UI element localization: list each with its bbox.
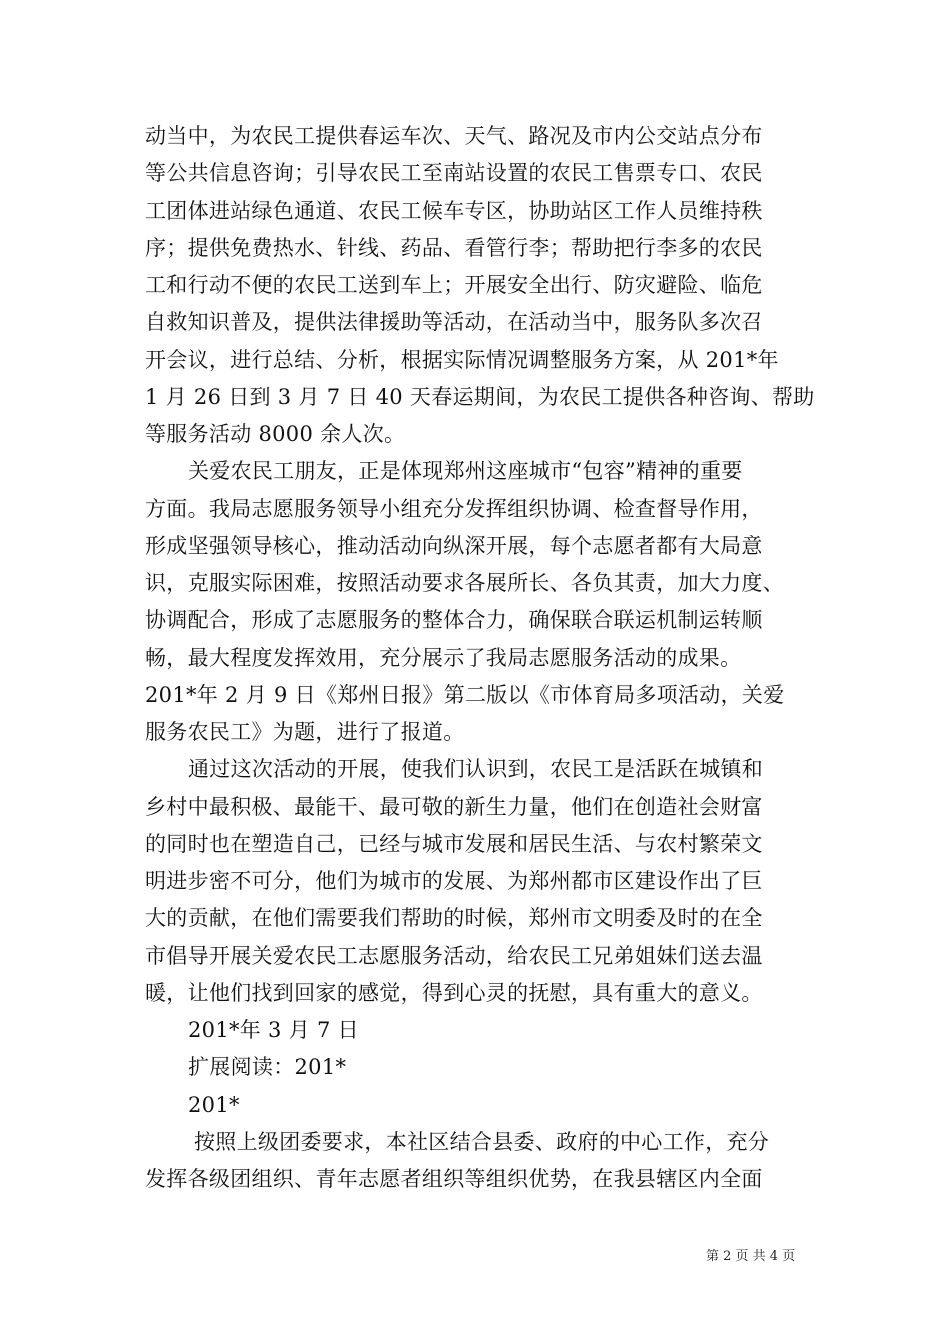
text-line: 明进步密不可分，他们为城市的发展、为郑州都市区建设作出了巨 xyxy=(145,869,763,893)
text-line: 市倡导开展关爱农民工志愿服务活动，给农民工兄弟姐妹们送去温 xyxy=(145,943,763,968)
text-line: 工和行动不便的农民工送到车上；开展安全出行、防灾避险、临危 xyxy=(145,273,763,297)
paragraph-start-line: 通过这次活动的开展，使我们认识到，农民工是活跃在城镇和 xyxy=(188,757,764,782)
text-line: 大的贡献，在他们需要我们帮助的时候，郑州市文明委及时的在全 xyxy=(145,906,763,931)
text-line: 服务农民工》为题，进行了报道。 xyxy=(145,720,465,744)
text-line: 等公共信息咨询；引导农民工至南站设置的农民工售票专口、农民 xyxy=(145,161,763,186)
text-line: 201*年 2 月 9 日《郑州日报》第二版以《市体育局多项活动，关爱 xyxy=(145,682,785,707)
section-heading: 201* xyxy=(188,1092,240,1117)
paragraph-start-line: 关爱农民工朋友，正是体现郑州这座城市“包容”精神的重要 xyxy=(188,459,743,484)
date-line: 201*年 3 月 7 日 xyxy=(188,1018,359,1042)
text-line: 序；提供免费热水、针线、药品、看管行李；帮助把行李多的农民 xyxy=(145,235,763,260)
text-line: 发挥各级团组织、青年志愿者组织等组织优势，在我县辖区内全面 xyxy=(145,1167,763,1191)
text-line: 形成坚强领导核心，推动活动向纵深开展，每个志愿者都有大局意 xyxy=(145,533,763,558)
text-line: 动当中，为农民工提供春运车次、天气、路况及市内公交站点分布 xyxy=(145,124,763,148)
page-number-footer: 第 2 页 共 4 页 xyxy=(706,1249,796,1264)
text-line: 暖，让他们找到回家的感觉，得到心灵的抚慰，具有重大的意义。 xyxy=(145,980,763,1005)
document-body xyxy=(145,118,815,1198)
text-line: 1 月 26 日到 3 月 7 日 40 天春运期间，为农民工提供各种咨询、帮助 xyxy=(145,384,815,409)
text-line: 自救知识普及，提供法律援助等活动，在活动当中，服务队多次召 xyxy=(145,310,763,335)
text-line: 乡村中最积极、最能干、最可敬的新生力量，他们在创造社会财富 xyxy=(145,794,763,819)
text-line: 开会议，进行总结、分析，根据实际情况调整服务方案，从 201*年 xyxy=(145,347,779,372)
extended-reading-line: 扩展阅读：201* xyxy=(188,1055,347,1080)
text-line: 方面。我局志愿服务领导小组充分发挥组织协调、检查督导作用， xyxy=(145,496,763,521)
text-line: 畅，最大程度发挥效用，充分展示了我局志愿服务活动的成果。 xyxy=(145,645,742,670)
text-line: 识，克服实际困难，按照活动要求各展所长、各负其责，加大力度、 xyxy=(145,571,784,595)
text-line: 协调配合，形成了志愿服务的整体合力，确保联合联运机制运转顺 xyxy=(145,608,763,633)
paragraph-start-line: 按照上级团委要求，本社区结合县委、政府的中心工作，充分 xyxy=(194,1129,770,1154)
text-line: 工团体进站绿色通道、农民工候车专区，协助站区工作人员维持秩 xyxy=(145,198,763,223)
text-line: 等服务活动 8000 余人次。 xyxy=(145,422,406,446)
text-line: 的同时也在塑造自己，已经与城市发展和居民生活、与农村繁荣文 xyxy=(145,831,763,856)
